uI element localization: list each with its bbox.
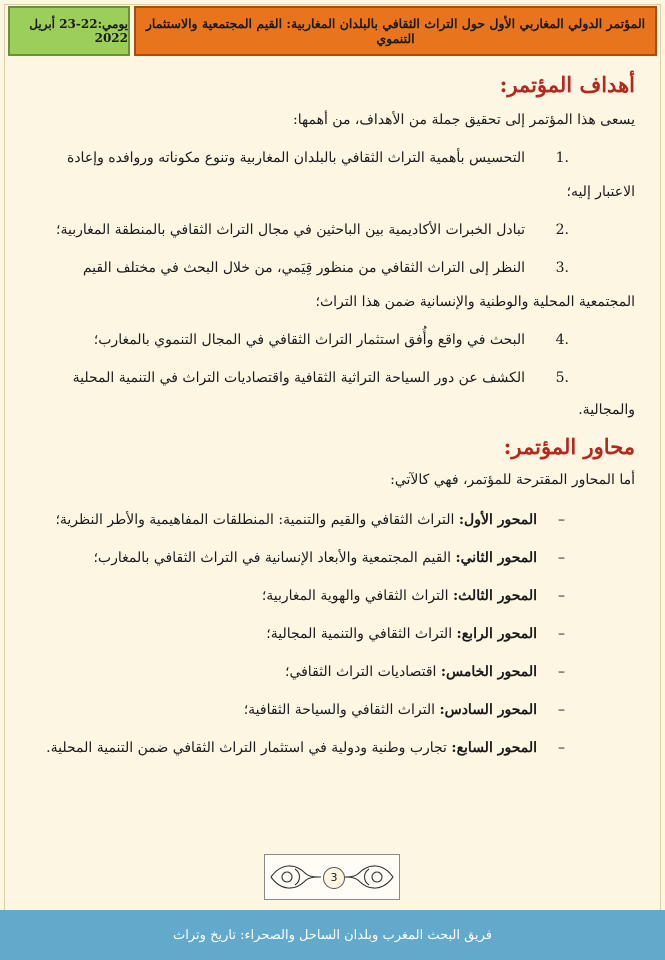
axis-label: المحور الخامس: xyxy=(440,664,537,680)
axis-text: تجارب وطنية ودولية في استثمار التراث الثقافي ضمن التنمية المحلية. xyxy=(46,740,452,756)
goals-intro: يسعى هذا المؤتمر إلى تحقيق جملة من الأهداف، من أهمها: xyxy=(293,112,635,128)
header-banner xyxy=(8,6,657,58)
goal-number: 3. xyxy=(555,260,569,276)
footer-text: فريق البحث المغرب وبلدان الساحل والصحراء: تاريخ وتراث xyxy=(173,927,492,943)
axis-item xyxy=(93,550,537,566)
goal-number: 5. xyxy=(555,370,569,386)
axis-item xyxy=(55,512,537,528)
goal-continuation: والمجالية. xyxy=(578,402,635,418)
axis-label: المحور الرابع: xyxy=(456,626,537,642)
list-dash: – xyxy=(558,702,565,718)
goals-heading: أهداف المؤتمر: xyxy=(499,72,635,97)
axis-item xyxy=(262,588,537,604)
goal-text: النظر إلى التراث الثقافي من منظور قِيَمي، من خلال البحث في مختلف القيم xyxy=(82,260,525,276)
goal-number: 2. xyxy=(555,222,569,238)
list-dash: – xyxy=(558,664,565,680)
axis-text: التراث الثقافي والسياحة الثقافية؛ xyxy=(243,702,440,718)
goal-text: الكشف عن دور السياحة التراثية الثقافية واقتصاديات التراث في التنمية المحلية xyxy=(72,370,525,386)
page-number: 3 xyxy=(323,867,345,889)
axes-heading: محاور المؤتمر: xyxy=(503,434,635,459)
list-dash: – xyxy=(558,512,565,528)
axis-item xyxy=(244,702,537,718)
axis-label: المحور الثالث: xyxy=(453,588,537,604)
axis-text: التراث الثقافي والتنمية المجالية؛ xyxy=(266,626,457,642)
list-dash: – xyxy=(558,588,565,604)
goal-continuation: المجتمعية المحلية والوطنية والإنسانية ضمن هذا التراث؛ xyxy=(315,294,635,310)
axis-item xyxy=(46,740,537,756)
goal-text: البحث في واقع وأُفق استثمار التراث الثقافي في المجال التنموي بالمغارب؛ xyxy=(93,332,525,348)
footer-banner xyxy=(0,910,665,960)
axis-label: المحور السابع: xyxy=(451,740,537,756)
main-content xyxy=(0,60,665,850)
axis-text: اقتصاديات التراث الثقافي؛ xyxy=(285,664,441,680)
goal-number: 4. xyxy=(555,332,569,348)
goal-number: 1. xyxy=(555,150,569,166)
list-dash: – xyxy=(558,740,565,756)
axis-item xyxy=(285,664,537,680)
page-number-ornament xyxy=(264,854,400,900)
goal-text: تبادل الخبرات الأكاديمية بين الباحثين في مجال التراث الثقافي بالمنطقة المغاربية؛ xyxy=(56,222,525,238)
list-dash: – xyxy=(558,550,565,566)
conference-date: يومي:22-23 أبريل 2022 xyxy=(8,6,130,56)
list-dash: – xyxy=(558,626,565,642)
axis-item xyxy=(266,626,537,642)
goal-text: التحسيس بأهمية التراث الثقافي بالبلدان المغاربية وتنوع مكوناته وروافده وإعادة xyxy=(66,150,525,166)
axis-text: التراث الثقافي والهوية المغاربية؛ xyxy=(261,588,454,604)
conference-title: المؤتمر الدولي المغاربي الأول حول التراث الثقافي بالبلدان المغاربية: القيم المجتمعية والاستثمار التنموي xyxy=(134,6,657,56)
goal-continuation: الاعتبار إليه؛ xyxy=(566,184,635,200)
axis-label: المحور السادس: xyxy=(439,702,537,718)
axis-text: القيم المجتمعية والأبعاد الإنسانية في التراث الثقافي بالمغارب؛ xyxy=(93,550,456,566)
axis-text: التراث الثقافي والقيم والتنمية: المنطلقات المفاهيمية والأطر النظرية؛ xyxy=(55,512,459,528)
axis-label: المحور الأول: xyxy=(458,512,537,528)
axes-intro: أما المحاور المقترحة للمؤتمر، فهي كالآتي: xyxy=(390,472,635,488)
axis-label: المحور الثاني: xyxy=(455,550,537,566)
